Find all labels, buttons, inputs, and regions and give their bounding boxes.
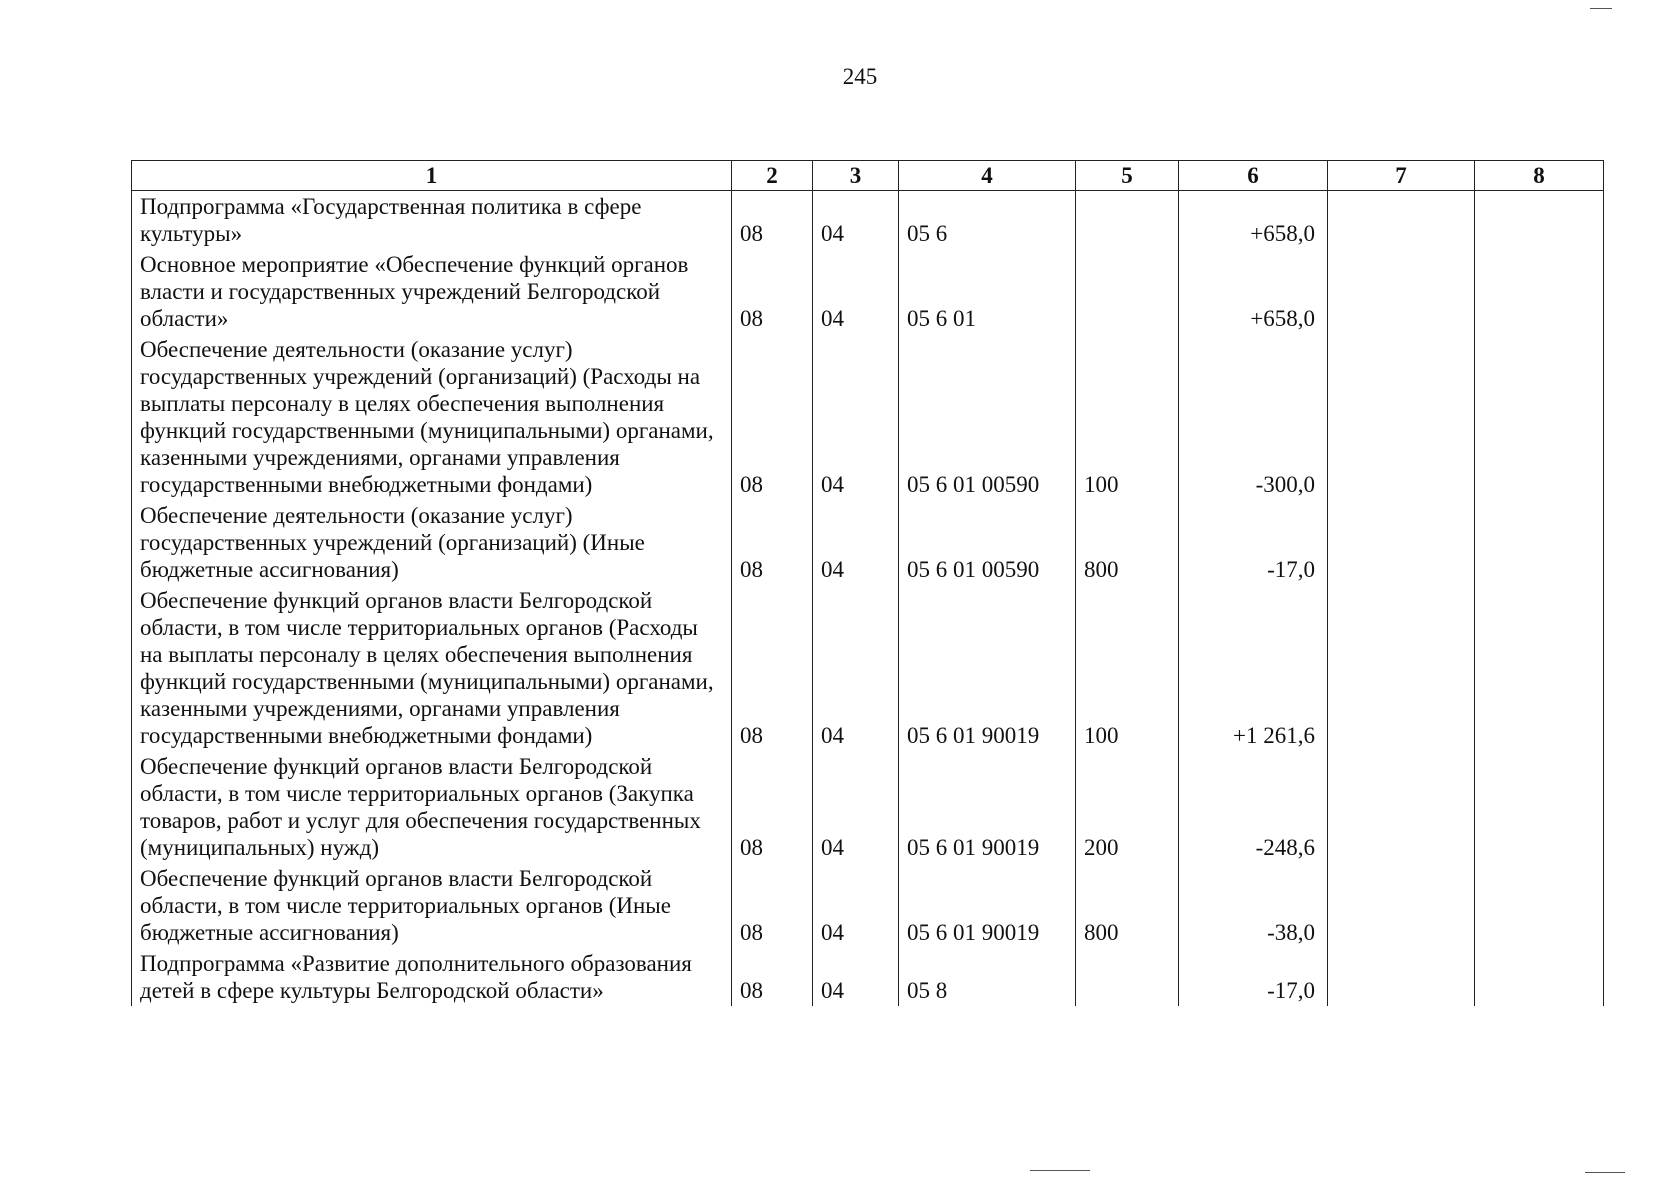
subsection-code: 04 <box>813 948 899 1006</box>
subsection-code: 04 <box>813 249 899 334</box>
column-8-cell <box>1475 191 1604 250</box>
column-8-cell <box>1475 249 1604 334</box>
column-header-1: 1 <box>132 161 732 191</box>
column-7-cell <box>1328 585 1475 751</box>
subsection-code: 04 <box>813 334 899 500</box>
column-header-4: 4 <box>899 161 1076 191</box>
column-7-cell <box>1328 334 1475 500</box>
table-row <box>132 191 1604 250</box>
section-code: 08 <box>732 863 813 948</box>
table-row <box>132 500 1604 585</box>
scan-artifact <box>1585 1172 1625 1173</box>
subsection-code: 04 <box>813 585 899 751</box>
page-number: 245 <box>842 64 878 89</box>
section-code: 08 <box>732 751 813 863</box>
target-article-code: 05 6 01 90019 <box>899 751 1076 863</box>
table-row <box>132 751 1604 863</box>
amount: +658,0 <box>1179 249 1328 334</box>
column-7-cell <box>1328 191 1475 250</box>
subsection-code: 04 <box>813 500 899 585</box>
expense-name: Обеспечение функций органов власти Белгородской области, в том числе территориальных органов (Расходы на выплаты персоналу в целях обеспечения выполнения функций государственными (муниципальными) органами, казенными учреждениями, органами управления государственными внебюджетными фондами) <box>132 585 732 751</box>
expense-name: Подпрограмма «Государственная политика в сфере культуры» <box>132 191 732 250</box>
expense-name: Основное мероприятие «Обеспечение функций органов власти и государственных учреждений Белгородской области» <box>132 249 732 334</box>
section-code: 08 <box>732 334 813 500</box>
expense-name: Обеспечение функций органов власти Белгородской области, в том числе территориальных органов (Иные бюджетные ассигнования) <box>132 863 732 948</box>
expense-type-code <box>1076 249 1179 334</box>
column-7-cell <box>1328 863 1475 948</box>
scan-artifact <box>1590 8 1612 9</box>
column-8-cell <box>1475 863 1604 948</box>
subsection-code: 04 <box>813 191 899 250</box>
section-code: 08 <box>732 191 813 250</box>
expense-type-code: 100 <box>1076 585 1179 751</box>
expense-type-code <box>1076 948 1179 1006</box>
column-header-5: 5 <box>1076 161 1179 191</box>
section-code: 08 <box>732 948 813 1006</box>
expense-name: Обеспечение деятельности (оказание услуг) государственных учреждений (организаций) (Расходы на выплаты персоналу в целях обеспечения выполнения функций государственными (муниципальными) органами, казенными учреждениями, органами управления государственными внебюджетными фондами) <box>132 334 732 500</box>
expense-type-code: 800 <box>1076 863 1179 948</box>
amount: -248,6 <box>1179 751 1328 863</box>
column-header-2: 2 <box>732 161 813 191</box>
column-7-cell <box>1328 500 1475 585</box>
expense-type-code: 800 <box>1076 500 1179 585</box>
section-code: 08 <box>732 249 813 334</box>
expense-name: Обеспечение деятельности (оказание услуг) государственных учреждений (организаций) (Иные бюджетные ассигнования) <box>132 500 732 585</box>
target-article-code: 05 6 01 00590 <box>899 500 1076 585</box>
amount: -300,0 <box>1179 334 1328 500</box>
table-row <box>132 948 1604 1006</box>
expense-type-code: 100 <box>1076 334 1179 500</box>
budget-table <box>131 160 1604 1006</box>
column-7-cell <box>1328 948 1475 1006</box>
target-article-code: 05 6 <box>899 191 1076 250</box>
amount: +658,0 <box>1179 191 1328 250</box>
section-code: 08 <box>732 585 813 751</box>
table-row <box>132 249 1604 334</box>
column-header-7: 7 <box>1328 161 1475 191</box>
expense-name: Обеспечение функций органов власти Белгородской области, в том числе территориальных органов (Закупка товаров, работ и услуг для обеспечения государственных (муниципальных) нужд) <box>132 751 732 863</box>
target-article-code: 05 6 01 90019 <box>899 863 1076 948</box>
target-article-code: 05 6 01 00590 <box>899 334 1076 500</box>
amount: -17,0 <box>1179 948 1328 1006</box>
column-8-cell <box>1475 500 1604 585</box>
amount: -38,0 <box>1179 863 1328 948</box>
expense-name: Подпрограмма «Развитие дополнительного образования детей в сфере культуры Белгородской области» <box>132 948 732 1006</box>
amount: +1 261,6 <box>1179 585 1328 751</box>
scan-artifact <box>1030 1170 1090 1171</box>
table-row <box>132 334 1604 500</box>
expense-type-code <box>1076 191 1179 250</box>
column-8-cell <box>1475 585 1604 751</box>
column-8-cell <box>1475 948 1604 1006</box>
column-8-cell <box>1475 751 1604 863</box>
section-code: 08 <box>732 500 813 585</box>
column-header-3: 3 <box>813 161 899 191</box>
amount: -17,0 <box>1179 500 1328 585</box>
column-7-cell <box>1328 751 1475 863</box>
target-article-code: 05 8 <box>899 948 1076 1006</box>
target-article-code: 05 6 01 90019 <box>899 585 1076 751</box>
table-row <box>132 863 1604 948</box>
subsection-code: 04 <box>813 751 899 863</box>
expense-type-code: 200 <box>1076 751 1179 863</box>
target-article-code: 05 6 01 <box>899 249 1076 334</box>
column-7-cell <box>1328 249 1475 334</box>
subsection-code: 04 <box>813 863 899 948</box>
column-header-6: 6 <box>1179 161 1328 191</box>
column-header-8: 8 <box>1475 161 1604 191</box>
table-header-row <box>132 161 1604 191</box>
table-row <box>132 585 1604 751</box>
column-8-cell <box>1475 334 1604 500</box>
